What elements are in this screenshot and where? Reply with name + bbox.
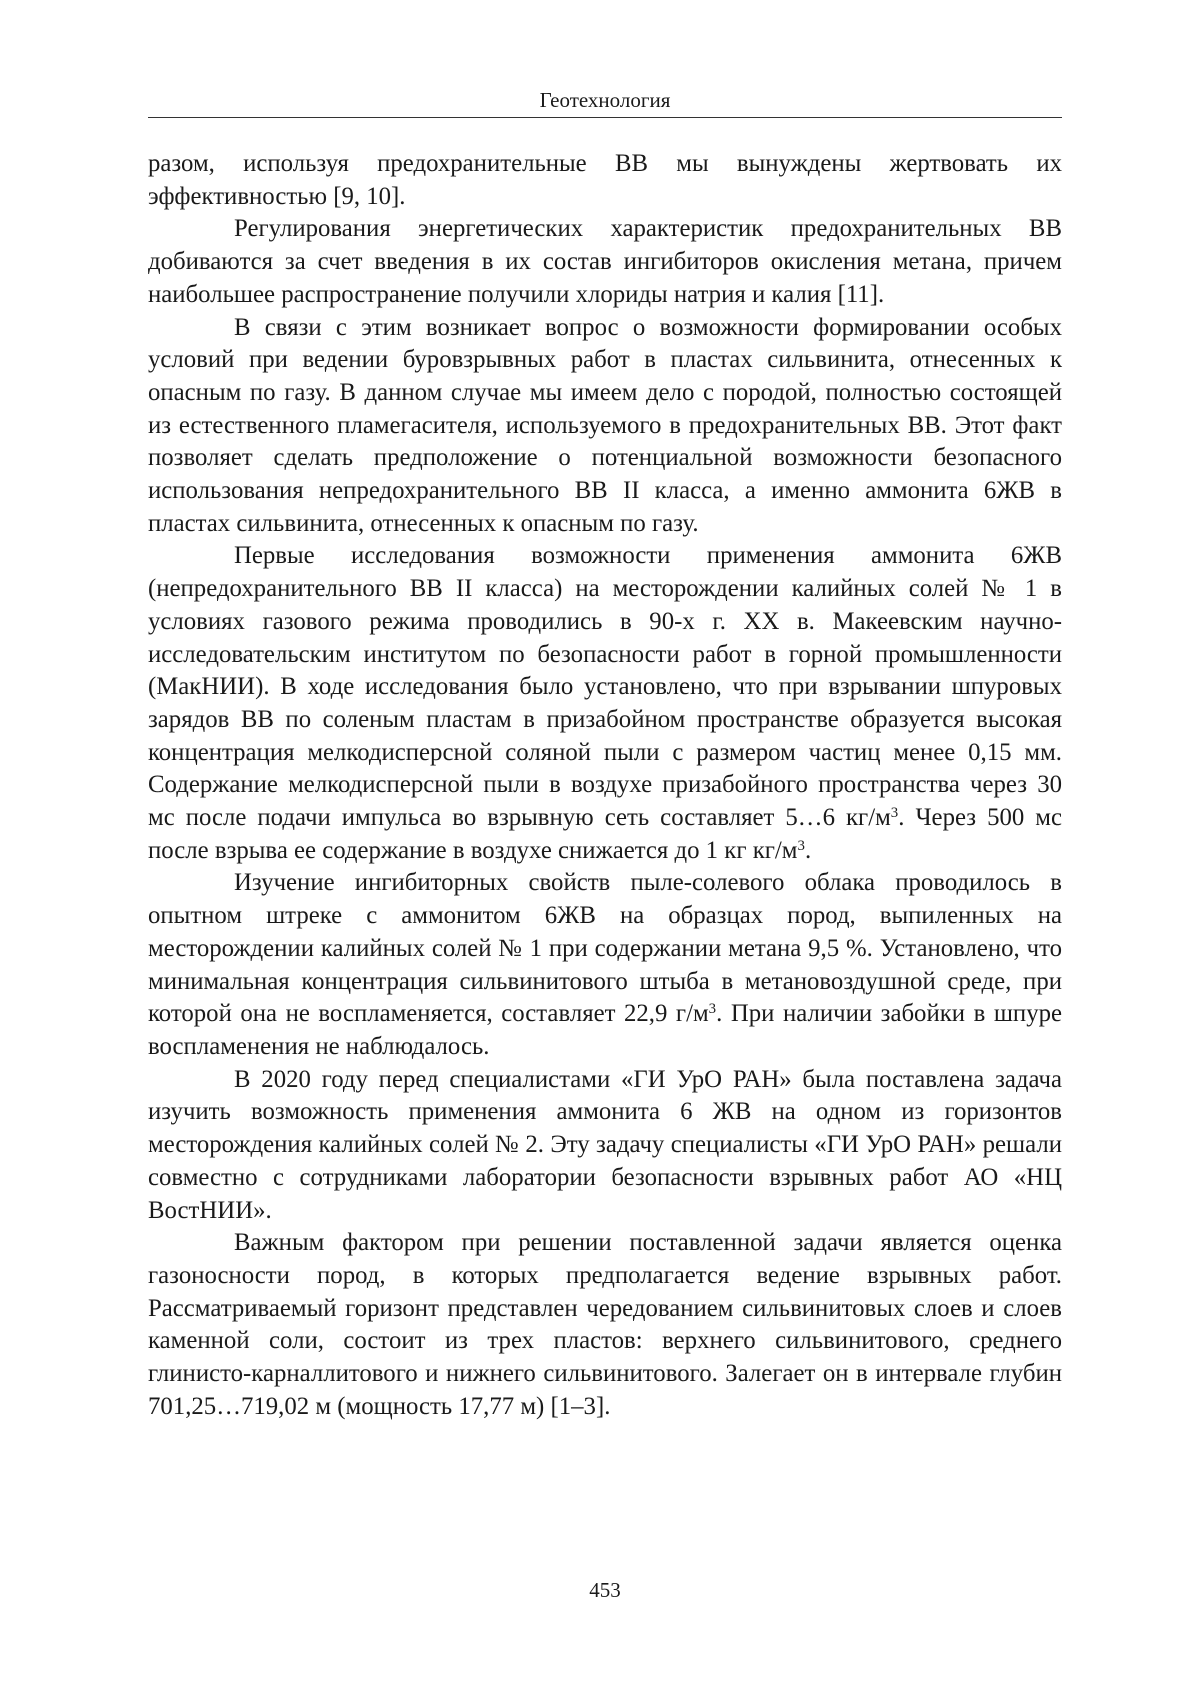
text-run: В 2020 году перед специалистами «ГИ УрО РАН» была поставлена задача изучить возможность применения аммонита 6 ЖВ на одном из горизонтов месторождения калийных солей № 2. Эту задачу специалисты «ГИ УрО РАН» решали совместно с сотрудниками лаборатории безопасности взрывных работ АО «НЦ ВостНИИ».: [148, 1065, 1062, 1224]
text-run: .: [804, 836, 812, 864]
text-run: разом, используя предохранительные ВВ мы вынуждены жертвовать их эффективностью [9, 10].: [148, 150, 1062, 210]
text-run: Важным фактором при решении поставленной задачи является оценка газоносности пород, в которых предполагается ведение взрывных работ. Рассматриваемый горизонт представлен чередованием сильвинитовых слоев и слоев каменной соли, состоит из трех пластов: верхнего сильвинитового, среднего глинисто-карналлитового и нижнего сильвинитового. Залегает он в интервале глубин 701,25…719,02 м (мощность 17,77 м) [1–3].: [148, 1229, 1062, 1420]
text-run: . Через 500 мс после взрыва ее содержание в воздухе снижается до 1 кг кг/м: [148, 804, 1062, 864]
text-run: Изучение ингибиторных свойств пыле-солевого облака проводилось в опытном штреке с аммонитом 6ЖВ на образцах пород, выпиленных на месторождении калийных солей № 1 при содержании метана 9,5 %. Установлено, что минимальная концентрация сильвинитового штыба в метановоздушной среде, при которой она не воспламеняется, составляет 22,9 г/м: [148, 869, 1062, 1028]
paragraph: [148, 1227, 1062, 1423]
text-run: Регулирования энергетических характеристик предохранительных ВВ добиваются за счет введения в их состав ингибиторов окисления метана, причем наибольшее распространение получили хлориды натрия и калия [11].: [148, 215, 1062, 308]
paragraph: [148, 213, 1062, 311]
superscript: 3: [890, 804, 899, 821]
paragraph: [148, 148, 1062, 213]
body-text: [148, 148, 1062, 1423]
text-run: В связи с этим возникает вопрос о возможности формировании особых условий при ведении буровзрывных работ в пластах сильвинита, отнесенных к опасным по газу. В данном случае мы имеем дело с породой, полностью состоящей из естественного пламегасителя, используемого в предохранительных ВВ. Этот факт позволяет сделать предположение о потенциальной возможности безопасного использования непредохранительного ВВ II класса, а именно аммонита 6ЖВ в пластах сильвинита, отнесенных к опасным по газу.: [148, 313, 1062, 537]
superscript: 3: [708, 1001, 717, 1018]
paragraph: [148, 312, 1062, 541]
paragraph: [148, 867, 1062, 1063]
paragraph: [148, 540, 1062, 867]
paragraph: [148, 1064, 1062, 1228]
text-run: Первые исследования возможности применения аммонита 6ЖВ (непредохранительного ВВ II класса) на месторождении калийных солей № 1 в условиях газового режима проводились в 90-х г. XX в. Макеевским научно-исследовательским институтом по безопасности работ в горной промышленности (МакНИИ). В ходе исследования было установлено, что при взрывании шпуровых зарядов ВВ по соленым пластам в призабойном пространстве образуется высокая концентрация мелкодисперсной соляной пыли с размером частиц менее 0,15 мм. Содержание мелкодисперсной пыли в воздухе призабойного пространства через 30 мс после подачи импульса во взрывную сеть составляет 5…6 кг/м: [148, 542, 1062, 832]
page-number: 453: [589, 1578, 621, 1602]
superscript: 3: [797, 837, 805, 854]
running-header: Геотехнология: [539, 88, 671, 112]
header-rule: [148, 117, 1062, 118]
text-run: . При наличии забойки в шпуре воспламенения не наблюдалось.: [148, 1000, 1062, 1060]
